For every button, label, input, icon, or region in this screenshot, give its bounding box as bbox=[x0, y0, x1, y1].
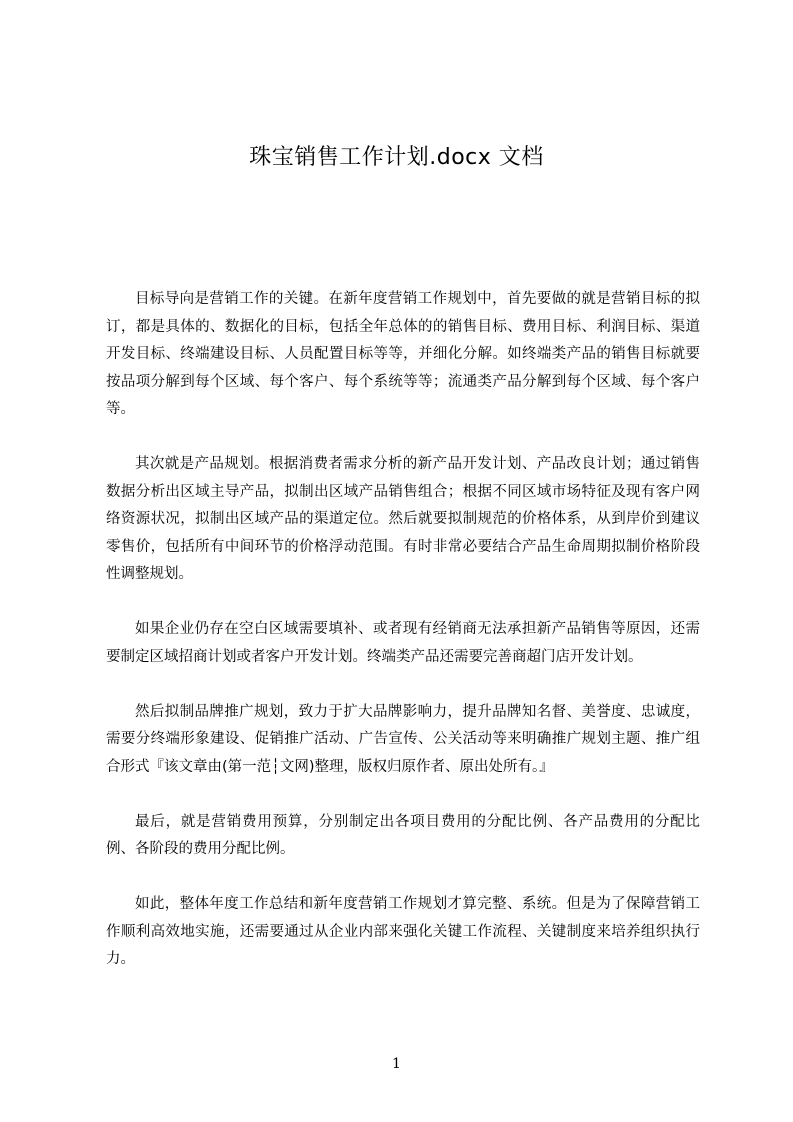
document-body bbox=[106, 286, 700, 1001]
paragraph-product-planning: 其次就是产品规划。根据消费者需求分析的新产品开发计划、产品改良计划；通过销售数据分析出区域主导产品，拟制出区域产品销售组合；根据不同区域市场特征及现有客户网络资源状况，拟制出区域产品的渠道定位。然后就要拟制规范的价格体系，从到岸价到建议零售价，包括所有中间环节的价格浮动范围。有时非常必要结合产品生命周期拟制价格阶段性调整规划。 bbox=[106, 456, 700, 582]
paragraph-sales-targets: 目标导向是营销工作的关键。在新年度营销工作规划中，首先要做的就是营销目标的拟订，都是具体的、数据化的目标，包括全年总体的的销售目标、费用目标、利润目标、渠道开发目标、终端建设目标、人员配置目标等等，并细化分解。如终端类产品的销售目标就要按品项分解到每个区域、每个客户、每个系统等等；流通类产品分解到每个区域、每个客户等。 bbox=[106, 291, 700, 417]
paragraph-regional-recruitment: 如果企业仍存在空白区域需要填补、或者现有经销商无法承担新产品销售等原因，还需要制定区域招商计划或者客户开发计划。终端类产品还需要完善商超门店开发计划。 bbox=[106, 621, 700, 665]
paragraph-budget: 最后，就是营销费用预算，分别制定出各项目费用的分配比例、各产品费用的分配比例、各阶段的费用分配比例。 bbox=[106, 813, 700, 857]
document-title: 珠宝销售工作计划.docx 文档 bbox=[249, 145, 544, 170]
paragraph-brand-promotion: 然后拟制品牌推广规划，致力于扩大品牌影响力，提升品牌知名督、美誉度、忠诚度，需要分终端形象建设、促销推广活动、广告宣传、公关活动等来明确推广规划主题、推广组合形式『该文章由(第一范┆文网)整理，版权归原作者、原出处所有。』 bbox=[106, 703, 700, 775]
paragraph-conclusion: 如此，整体年度工作总结和新年度营销工作规划才算完整、系统。但是为了保障营销工作顺利高效地实施，还需要通过从企业内部来强化关键工作流程、关键制度来培养组织执行力。 bbox=[106, 896, 700, 967]
page-number: 1 bbox=[392, 1056, 401, 1072]
